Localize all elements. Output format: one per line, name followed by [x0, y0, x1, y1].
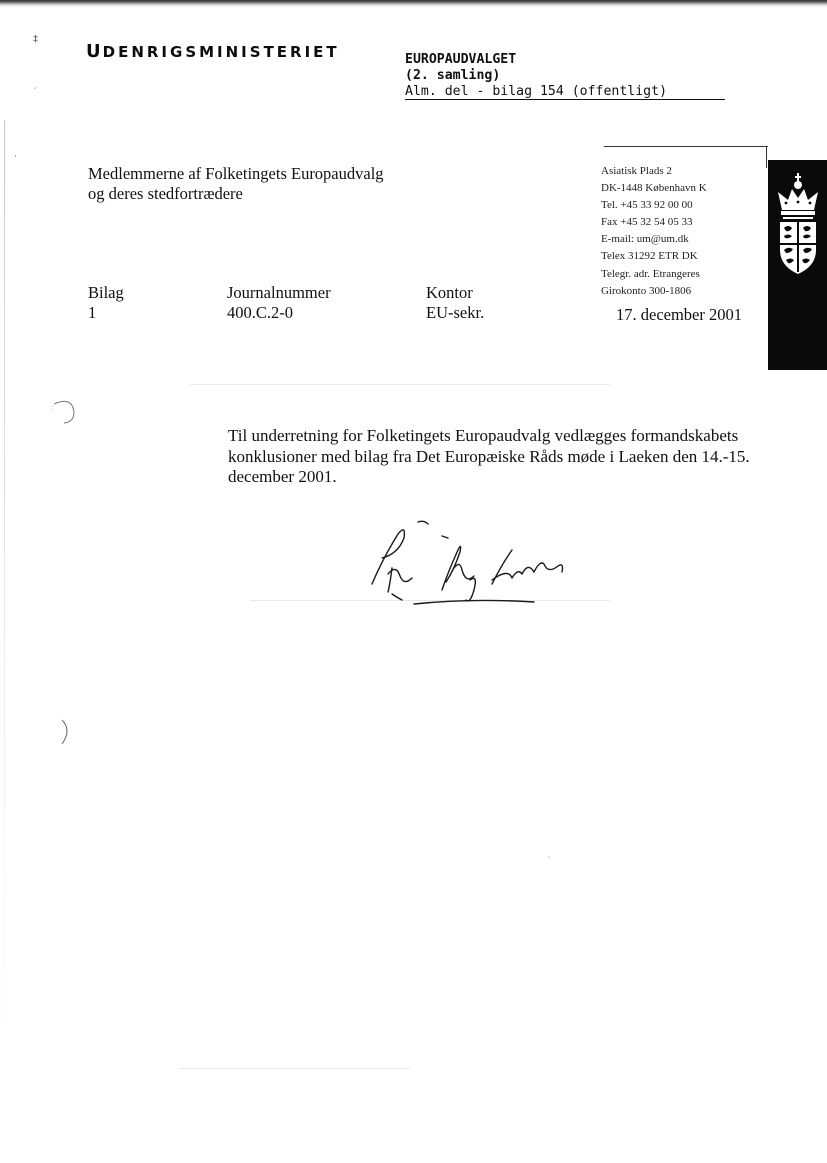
- signature: [362, 520, 582, 615]
- address-telegram: Telegr. adr. Etrangeres: [601, 267, 700, 280]
- recipient-block: [88, 164, 384, 204]
- address-phone: Tel. +45 33 92 00 00: [601, 199, 693, 212]
- scan-noise: [180, 1068, 410, 1069]
- stamp-line-1: EUROPAUDVALGET: [405, 52, 517, 67]
- kontor-value: EU-sekr.: [426, 303, 485, 322]
- journal-column: [227, 283, 331, 323]
- stamp-line-3: Alm. del - bilag 154 (offentligt): [405, 85, 725, 100]
- scan-noise: [190, 384, 610, 385]
- recipient-line-2: og deres stedfortrædere: [88, 184, 243, 203]
- bilag-label: Bilag: [88, 283, 124, 302]
- ministry-name: UDENRIGSMINISTERIET: [86, 41, 340, 62]
- scan-left-edge: [4, 120, 5, 1060]
- punch-hole-mark: [48, 398, 78, 426]
- royal-crest-icon: [770, 170, 826, 282]
- address-rule: [604, 146, 768, 147]
- scan-top-edge: [0, 0, 827, 7]
- address-fax: Fax +45 32 54 05 33: [601, 216, 693, 229]
- kontor-column: [426, 283, 484, 323]
- sender-address: [601, 163, 707, 300]
- stamp-line-2: (2. samling): [405, 68, 501, 83]
- letter-date: 17. december 2001: [616, 305, 742, 324]
- address-telex: Telex 31292 ETR DK: [601, 250, 698, 263]
- margin-mark: ·: [14, 152, 17, 162]
- address-street: Asiatisk Plads 2: [601, 165, 672, 177]
- address-rule: [766, 146, 767, 168]
- address-city: DK-1448 København K: [601, 182, 707, 195]
- journal-label: Journalnummer: [227, 283, 331, 302]
- committee-stamp: [405, 52, 725, 100]
- recipient-line-1: Medlemmerne af Folketingets Europaudvalg: [88, 164, 384, 183]
- bilag-value: 1: [88, 303, 97, 322]
- journal-value: 400.C.2-0: [227, 303, 293, 322]
- address-giro: Girokonto 300-1806: [601, 284, 692, 297]
- address-email: E-mail: um@um.dk: [601, 233, 689, 246]
- punch-hole-mark: [56, 716, 76, 748]
- royal-crest-block: [768, 160, 827, 370]
- bilag-column: [88, 283, 124, 323]
- scan-speck: ′: [548, 856, 551, 866]
- kontor-label: Kontor: [426, 283, 473, 302]
- margin-mark: ‡: [33, 34, 38, 45]
- letter-body: Til underretning for Folketingets Europaudvalg vedlægges formandskabets konklusioner med bilag fra Det Europæiske Råds møde i Laeken den 14.-15. december 2001.: [228, 426, 750, 486]
- margin-mark: ′: [34, 87, 37, 97]
